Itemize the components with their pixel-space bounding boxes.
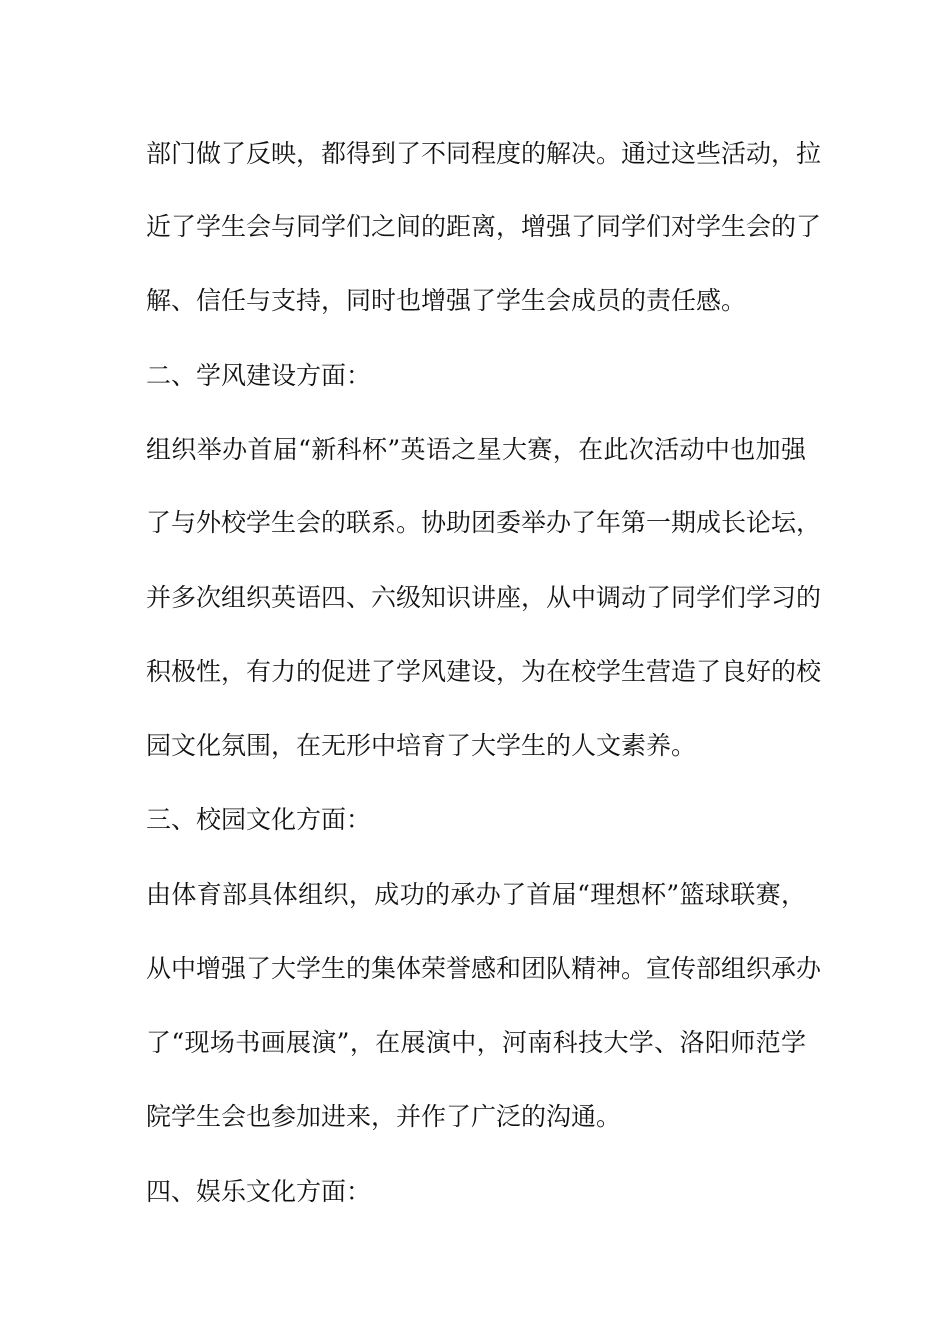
text-line: 院学生会也参加进来，并作了广泛的沟通。 <box>146 1102 622 1131</box>
text-line: 由体育部具体组织，成功的承办了首届“理想杯”篮球联赛， <box>146 880 806 909</box>
text-line: 并多次组织英语四、六级知识讲座，从中调动了同学们学习的 <box>146 583 822 612</box>
text-line: 组织举办首届“新科杯”英语之星大赛，在此次活动中也加强 <box>146 435 806 464</box>
text-line: 部门做了反映，都得到了不同程度的解决。通过这些活动，拉 <box>146 139 822 168</box>
text-line: 解、信任与支持，同时也增强了学生会成员的责任感。 <box>146 286 747 315</box>
section-heading: 四、娱乐文化方面： <box>146 1177 372 1206</box>
text-line: 积极性，有力的促进了学风建设，为在校学生营造了良好的校 <box>146 657 822 686</box>
text-line: 近了学生会与同学们之间的距离，增强了同学们对学生会的了 <box>146 212 822 241</box>
text-line: 园文化氛围，在无形中培育了大学生的人文素养。 <box>146 731 697 760</box>
text-line: 了与外校学生会的联系。协助团委举办了年第一期成长论坛， <box>146 508 822 537</box>
text-line: 了“现场书画展演”，在展演中，河南科技大学、洛阳师范学 <box>146 1028 806 1057</box>
section-heading: 二、学风建设方面： <box>146 361 372 390</box>
section-heading: 三、校园文化方面： <box>146 805 372 834</box>
text-line: 从中增强了大学生的集体荣誉感和团队精神。宣传部组织承办 <box>146 954 822 983</box>
